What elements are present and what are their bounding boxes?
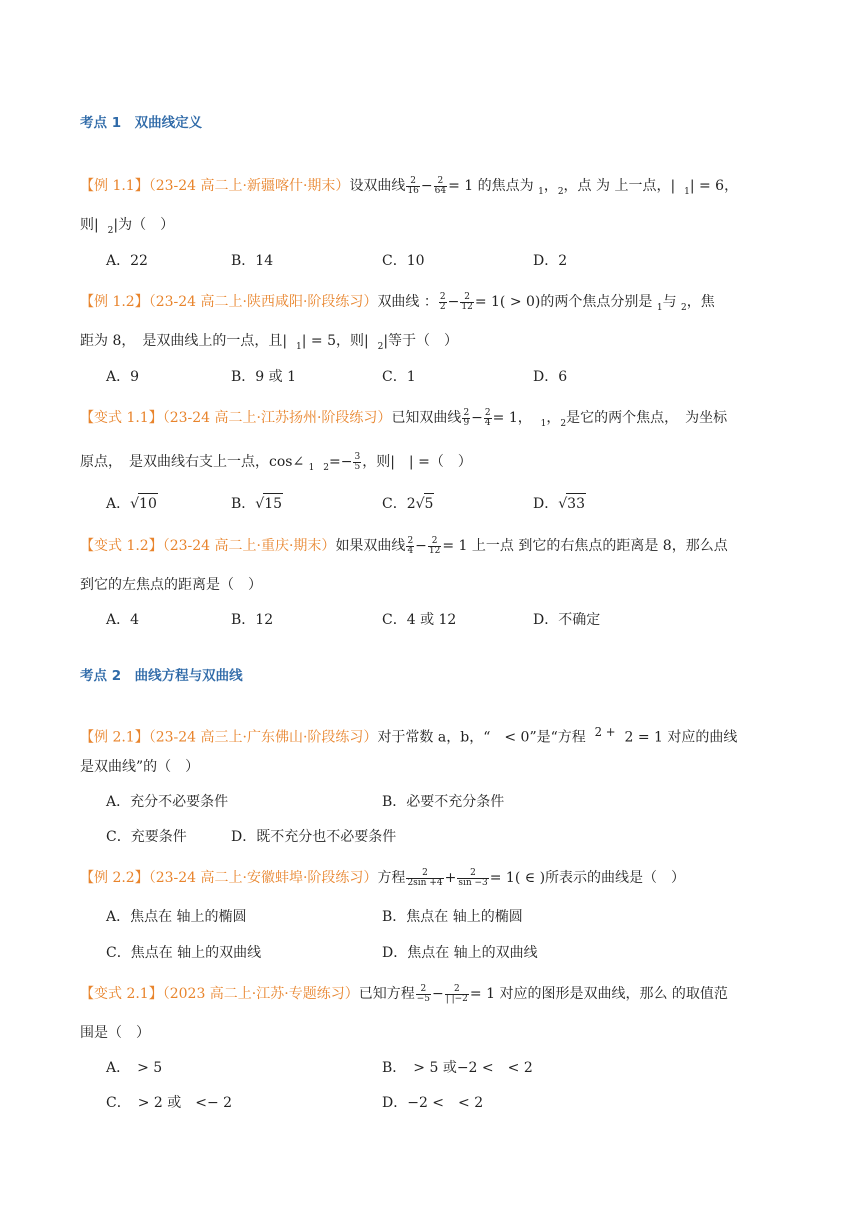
question-text: = 1 的焦点为 (448, 178, 534, 194)
question-text: = 1， (492, 410, 532, 426)
question-text: 设双曲线 (349, 178, 406, 194)
question-text: =− (329, 454, 353, 470)
question-text: ，焦 (686, 294, 715, 310)
question-2-2-line1 (80, 868, 685, 888)
option-c: C．2√5 (382, 493, 434, 514)
minus-sign: − (431, 986, 444, 1002)
fraction: $\frac{2}{16}$ (407, 175, 419, 196)
fraction: $\frac{2}{12}$ (461, 291, 473, 312)
fraction: $\frac{2}{\sin -3}$ (458, 867, 488, 888)
question-1-1-line1: 【例 1.1】（23-24 高二上·新疆喀什·期末）设双曲线 $\frac{2}{16}$ − $\frac{2}{64}$ = 1 的焦点为 $_1$，$_2$，点 为 上一点，| $_1$| = 6， (80, 175, 739, 197)
question-text: ，点 为 上一点，| (563, 178, 676, 194)
option-a: A． > 5 (106, 1060, 163, 1076)
fraction: $\frac{2}{12}$ (428, 535, 441, 556)
question-source: （23-24 高二上·安徽蚌埠·阶段练习） (148, 870, 378, 886)
minus-sign: − (415, 538, 427, 554)
option-a: A．焦点在 轴上的椭圆 (106, 909, 247, 925)
question-source: （23-24 高二上·新疆喀什·期末） (148, 178, 350, 194)
question-text: 如果双曲线 (335, 538, 406, 554)
fraction: $\frac{2}{64}$ (434, 175, 447, 196)
question-1-2-line2 (80, 331, 458, 357)
option-c: C． > 2 或 <− 2 (106, 1095, 233, 1111)
fraction: $\frac{2}{9}$ (463, 407, 470, 428)
question-tag: 【例 1.2】 (80, 294, 149, 310)
option-d: D．不确定 (533, 612, 601, 628)
subscript: 2 (681, 302, 687, 313)
fraction: $\frac{2}{| |-2}$ (445, 983, 468, 1004)
option-b: B．14 (231, 253, 274, 269)
question-text: 已知方程 (358, 986, 415, 1002)
option-b: B．12 (231, 612, 274, 628)
question-text: 2 + (594, 725, 616, 739)
variant-2-1-line1 (80, 984, 728, 1004)
option-b: B．√15 (231, 493, 283, 514)
question-text: 则| (80, 217, 99, 233)
subscript: 1 (684, 186, 690, 197)
option-d: D．√33 (533, 493, 586, 514)
variant-2-1-line2: 围是（ ） (80, 1025, 150, 1041)
question-text: 距为 8， 是双曲线上的一点，且| (80, 333, 288, 349)
option-d: D．6 (533, 369, 568, 385)
question-text: 与 (662, 294, 677, 310)
question-source: （2023 高二上·江苏·专题练习） (162, 986, 359, 1002)
subscript: 1 (538, 186, 544, 197)
option-d: D．焦点在 轴上的双曲线 (382, 945, 538, 961)
option-b: B． > 5 或−2 < < 2 (382, 1060, 533, 1076)
question-tag: 【例 2.2】 (80, 870, 149, 886)
minus-sign: − (420, 178, 433, 194)
question-text: 方程 (377, 870, 406, 886)
option-c: C．1 (382, 369, 416, 385)
fraction: $\frac{3}{5}$ (354, 451, 361, 472)
question-tag: 【变式 1.2】 (80, 538, 163, 554)
option-b: B．9 或 1 (231, 369, 297, 385)
subscript: 2 (323, 462, 330, 473)
subscript: 1 (656, 302, 663, 313)
question-text: 2 = 1 对应的曲线 (624, 729, 738, 746)
option-d: D．2 (533, 253, 568, 269)
section-heading-1: 考点 1 双曲线定义 (80, 115, 203, 131)
question-tag: 【变式 2.1】 (80, 986, 163, 1002)
option-b: B．必要不充分条件 (382, 794, 505, 810)
question-source: （23-24 高三上·广东佛山·阶段练习） (148, 729, 378, 746)
question-source: （23-24 高二上·陕西咸阳·阶段练习） (148, 294, 378, 310)
question-tag: 【例 1.1】 (80, 178, 149, 194)
subscript: 2 (107, 225, 114, 236)
variant-1-2-line2: 到它的左焦点的距离是（ ） (80, 577, 262, 593)
question-source: （23-24 高二上·江苏扬州·阶段练习） (162, 410, 392, 426)
fraction: $\frac{2}{2\sin +4}$ (407, 867, 443, 888)
option-c: C．充要条件 (106, 829, 187, 845)
variant-1-2-line1 (80, 536, 728, 556)
question-text: |为（ ） (113, 217, 175, 233)
option-a: A．√10 (106, 493, 158, 514)
question-text: | = 5，则| (301, 333, 369, 349)
question-source: （23-24 高二上·重庆·期末） (162, 538, 336, 554)
fraction: $\frac{2}{-5}$ (416, 983, 430, 1004)
question-text: 是它的两个焦点， 为坐标 (566, 410, 728, 426)
plus-sign: + (444, 870, 457, 886)
variant-1-1-line1: 【变式 1.1】（23-24 高二上·江苏扬州·阶段练习）已知双曲线 $\frac{2}{9}$ − $\frac{2}{4}$ = 1， $_1$，$_2$是它的两个焦点， 为坐标 (80, 407, 728, 429)
question-text: = 1( > 0)的两个焦点分别是 (474, 294, 653, 310)
subscript: 1 (295, 341, 302, 352)
option-d: D．−2 < < 2 (382, 1095, 484, 1111)
question-text: 原点， 是双曲线右支上一点，cos∠ (80, 454, 305, 470)
option-c: C．4 或 12 (382, 612, 457, 628)
question-text: 已知双曲线 (391, 410, 462, 426)
fraction: $\frac{2}{4}$ (484, 407, 491, 428)
question-text: 对于常数 a，b，“ < 0”是“方程 (377, 729, 586, 746)
question-2-1-line1 (80, 722, 737, 748)
subscript: 2 (560, 418, 567, 429)
option-c: C．10 (382, 253, 425, 269)
question-tag: 【变式 1.1】 (80, 410, 163, 426)
minus-sign: − (447, 294, 460, 310)
question-text: 双曲线 ： (377, 294, 438, 310)
subscript: 1 (308, 462, 315, 473)
option-a: A．22 (106, 253, 148, 269)
question-1-1-line2 (80, 215, 174, 241)
subscript: 2 (377, 341, 384, 352)
question-text: | = 6， (689, 178, 739, 194)
option-a: A．充分不必要条件 (106, 794, 229, 810)
option-d: D．既不充分也不必要条件 (231, 829, 397, 845)
option-a: A．9 (106, 369, 140, 385)
option-b: B．焦点在 轴上的椭圆 (382, 909, 523, 925)
question-text: = 1 对应的图形是双曲线，那么 的取值范 (469, 986, 728, 1002)
question-tag: 【例 2.1】 (80, 729, 149, 746)
option-a: A．4 (106, 612, 140, 628)
question-1-2-line1 (80, 292, 715, 318)
subscript: 1 (540, 418, 547, 429)
question-text: = 1( ∈ )所表示的曲线是（ ） (489, 870, 686, 886)
question-2-1-line2: 是双曲线”的（ ） (80, 759, 200, 775)
subscript: 2 (557, 186, 564, 197)
option-c: C．焦点在 轴上的双曲线 (106, 945, 262, 961)
minus-sign: − (471, 410, 483, 426)
fraction: $\frac{2}{4}$ (407, 535, 414, 556)
section-heading-2: 考点 2 曲线方程与双曲线 (80, 668, 243, 684)
question-text: |等于（ ） (383, 333, 459, 349)
question-text: ，则| | =（ ） (362, 454, 472, 470)
question-text: = 1 上一点 到它的右焦点的距离是 8，那么点 (442, 538, 728, 554)
fraction: $\frac{2}{2}$ (439, 291, 446, 312)
variant-1-1-line2 (80, 452, 472, 478)
